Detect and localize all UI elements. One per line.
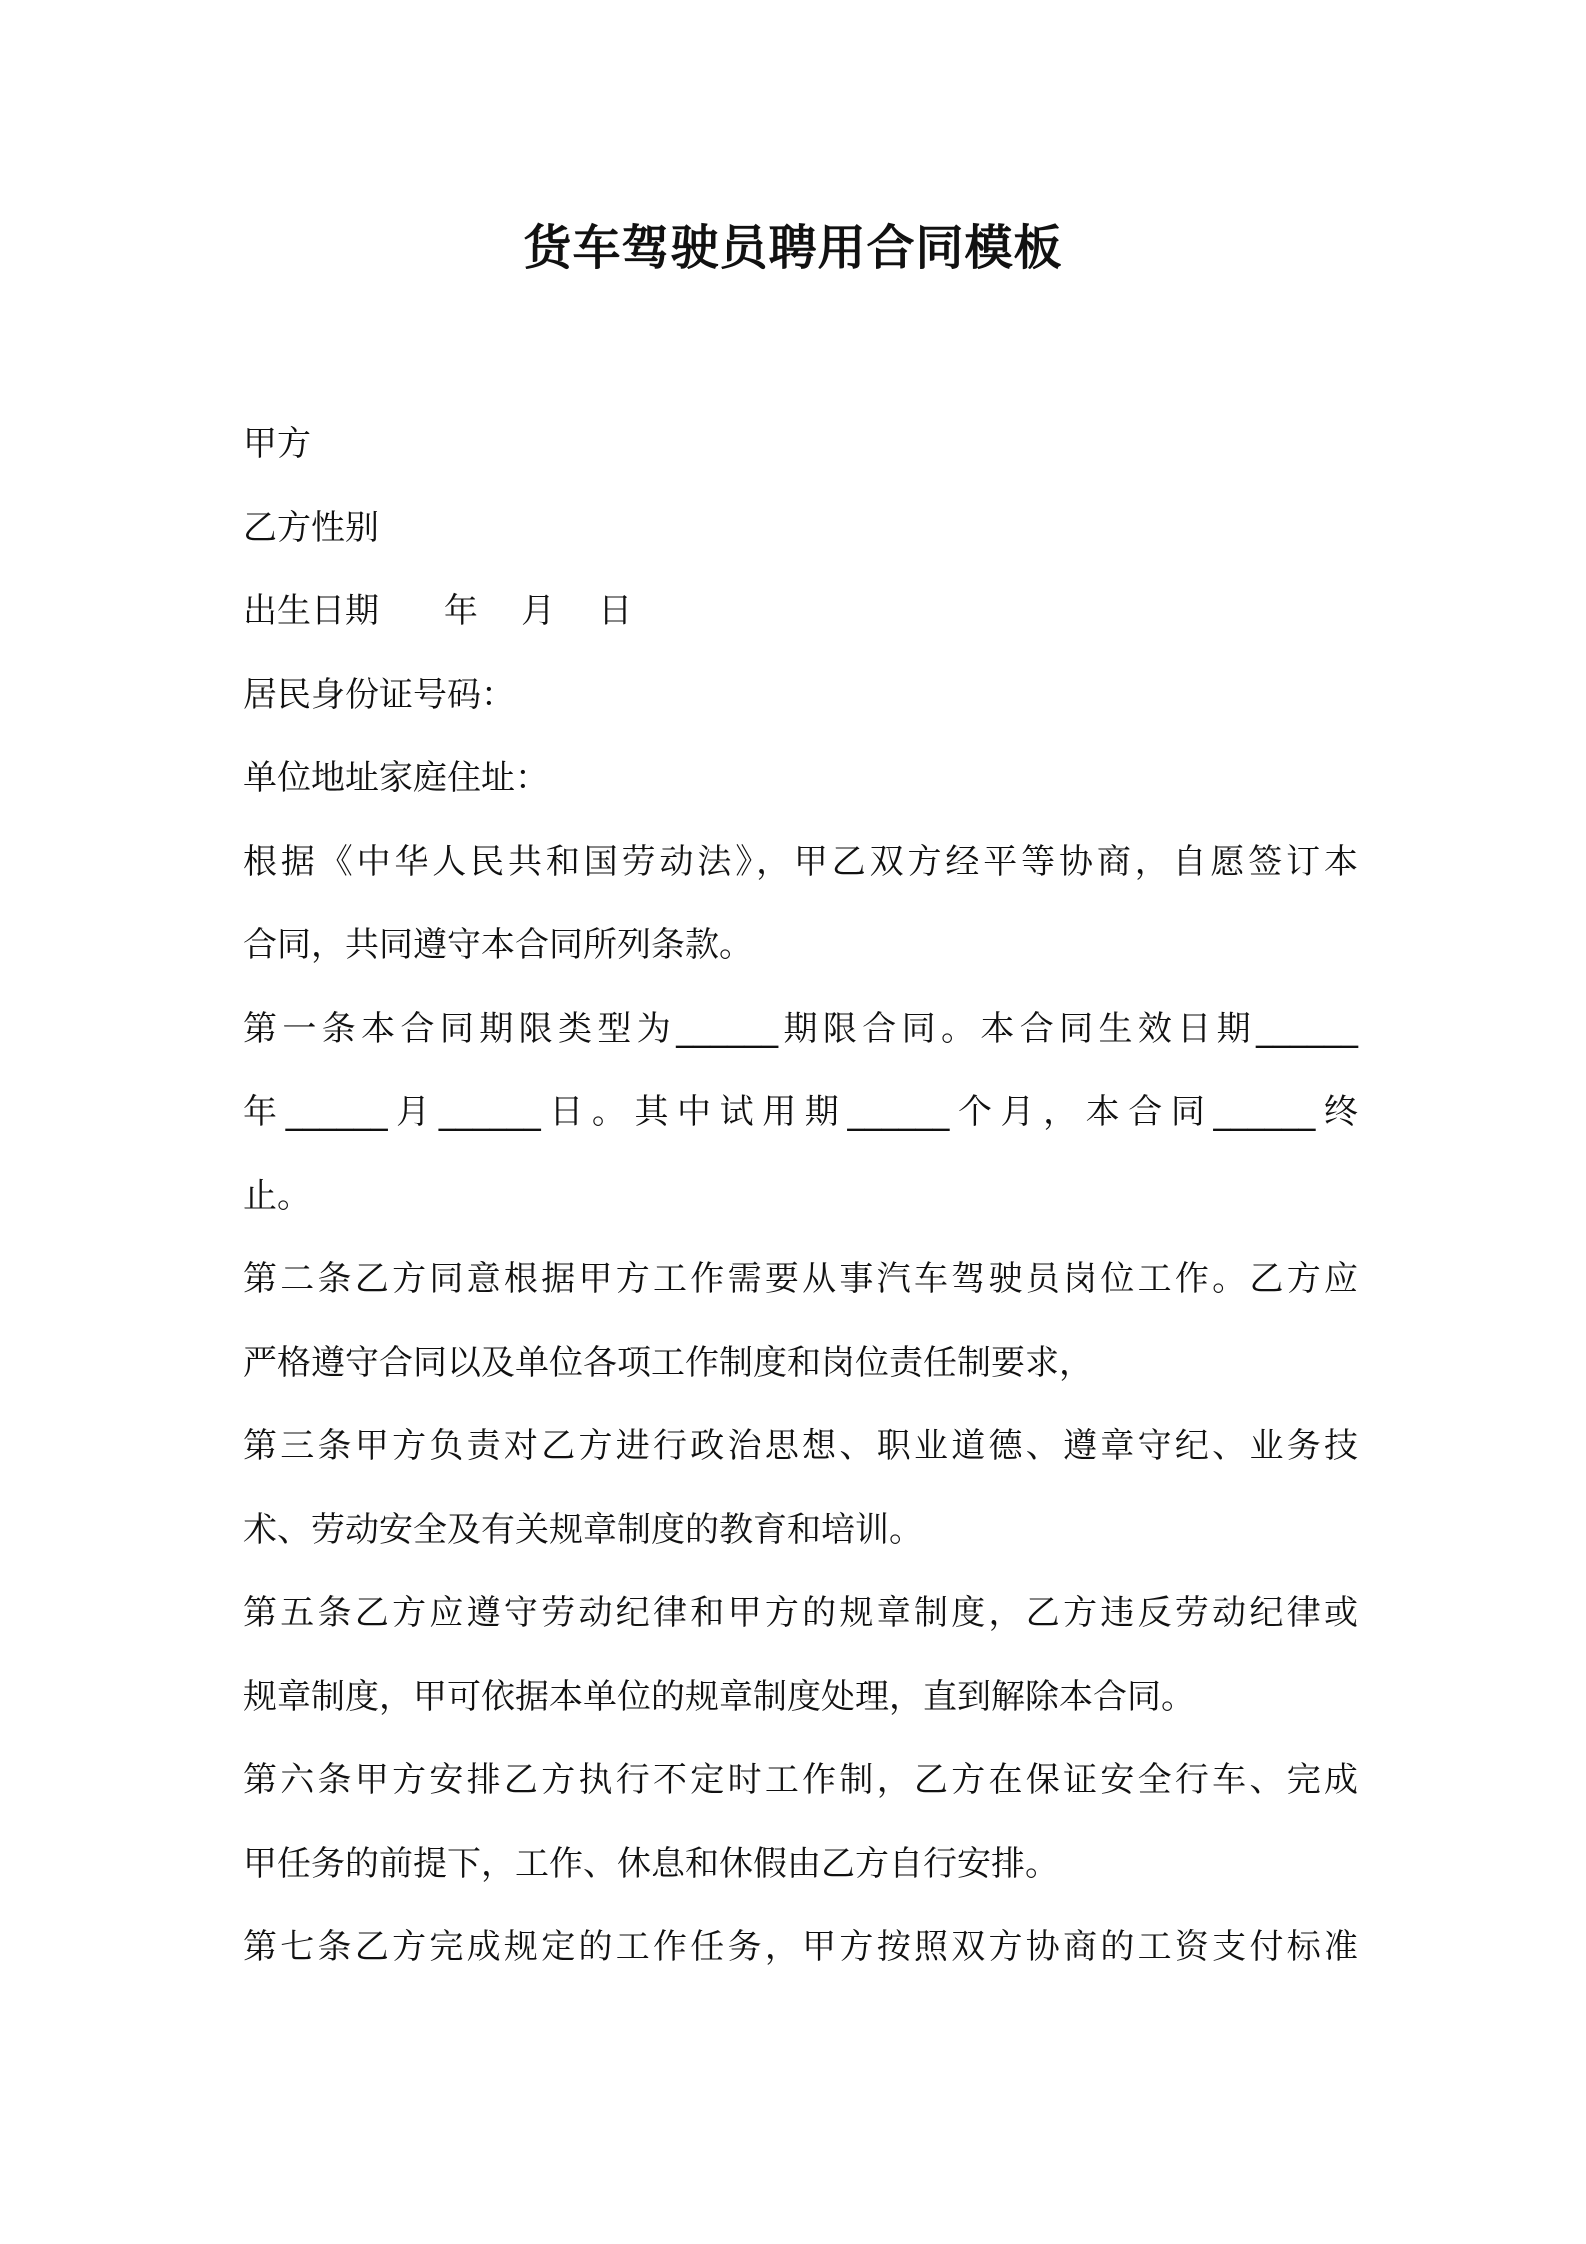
line-article-6-a: 第六条甲方安排乙方执行不定时工作制，乙方在保证安全行车、完成 <box>243 1760 1358 1800</box>
line-article-1-c: 止。 <box>243 1175 311 1216</box>
line-article-7-a: 第七条乙方完成规定的工作任务，甲方按照双方协商的工资支付标准 <box>243 1927 1358 1967</box>
line-article-6-b: 甲任务的前提下，工作、休息和休假由乙方自行安排。 <box>243 1843 1059 1884</box>
line-party-a: 甲方 <box>243 424 311 464</box>
line-article-2-a: 第二条乙方同意根据甲方工作需要从事汽车驾驶员岗位工作。乙方应 <box>243 1259 1358 1299</box>
line-article-1-b: 年______月______日。其中试用期______个月，本合同______终 <box>243 1092 1358 1132</box>
line-party-b-gender: 乙方性别 <box>243 507 379 548</box>
line-article-5-a: 第五条乙方应遵守劳动纪律和甲方的规章制度，乙方违反劳动纪律或 <box>243 1593 1358 1633</box>
line-birth-date: 出生日期 年 月 日 <box>243 591 633 631</box>
line-preamble-1: 根据《中华人民共和国劳动法》，甲乙双方经平等协商，自愿签订本 <box>243 841 1358 882</box>
line-address: 单位地址家庭住址： <box>243 758 549 798</box>
line-id-number: 居民身份证号码： <box>243 674 515 715</box>
line-article-3-a: 第三条甲方负责对乙方进行政治思想、职业道德、遵章守纪、业务技 <box>243 1426 1358 1466</box>
line-article-1-a: 第一条本合同期限类型为______期限合同。本合同生效日期______ <box>243 1008 1358 1049</box>
line-article-5-b: 规章制度，甲可依据本单位的规章制度处理，直到解除本合同。 <box>243 1676 1195 1717</box>
document-body <box>243 403 1358 1990</box>
line-article-3-b: 术、劳动安全及有关规章制度的教育和培训。 <box>243 1509 923 1550</box>
line-preamble-2: 合同，共同遵守本合同所列条款。 <box>243 925 753 965</box>
line-article-2-b: 严格遵守合同以及单位各项工作制度和岗位责任制要求， <box>243 1342 1093 1383</box>
document-title: 货车驾驶员聘用合同模板 <box>523 220 1063 276</box>
